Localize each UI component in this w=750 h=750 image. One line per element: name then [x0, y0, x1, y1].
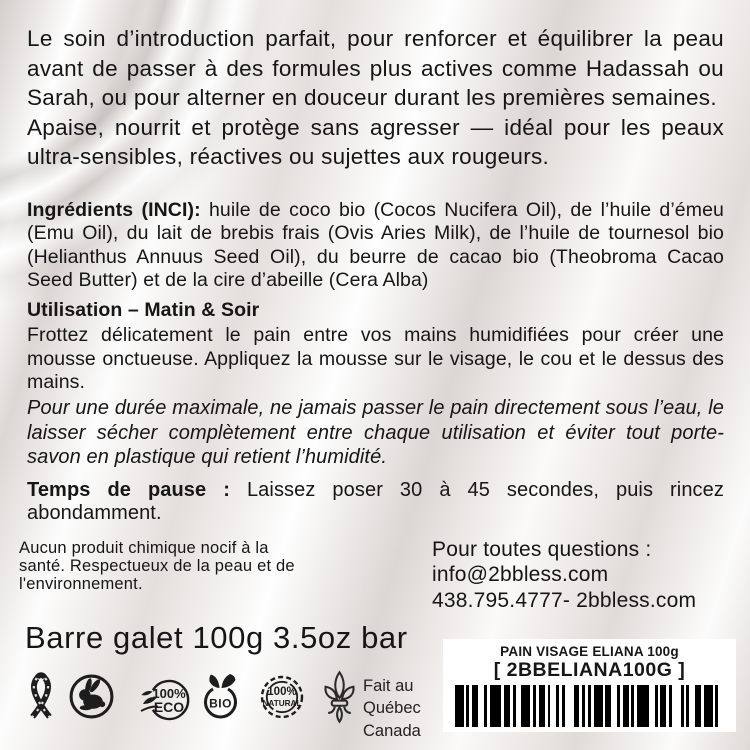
eco-100-badge-icon [138, 673, 194, 730]
svg-text:BIO: BIO [209, 696, 232, 711]
care-note-text: Pour une durée maximale, ne jamais passer le pain directement sous l’eau, le laisser sécher complètement entre chaque utilisation et éviter tout porte-savon en plastique qui retient l’humidité. [27, 397, 724, 469]
size-line: Barre galet 100g 3.5oz bar [25, 620, 408, 655]
bio-badge-icon [202, 672, 239, 725]
ingredients-paragraph [27, 199, 724, 293]
ingredients-body: huile de coco bio (Cocos Nucifera Oil), de l’huile d’émeu (Emu Oil), du lait de brebis frais (Ovis Aries Milk), de l’huile de tournesol bio (Helianthus Annuus Seed Oil), du beurre de cacao bio (Theobroma Cacao Seed Butter) et de la cire d’abeille (Cera Alba) [27, 199, 724, 292]
svg-text:100%: 100% [267, 686, 297, 698]
made-in-line: Fait au [363, 677, 414, 695]
barcode-sku-code: [ 2BBELIANA100G ] [493, 659, 686, 681]
made-in-line: Québec [363, 699, 421, 718]
made-in-line: Canada [363, 721, 421, 740]
barcode-image [443, 685, 736, 727]
ingredients-heading: Ingrédients (INCI): [27, 199, 201, 221]
contact-block [432, 537, 696, 613]
eco-claim-line: Aucun produit chimique nocif à la [19, 539, 269, 557]
pause-section [27, 479, 724, 525]
contact-phone-website: 438.795.4777- 2bbless.com [432, 588, 697, 612]
svg-text:100%: 100% [152, 686, 186, 701]
eco-claim-line: santé. Respectueux de la peau et de [19, 556, 295, 575]
barcode-product-name: PAIN VISAGE ELIANA 100g [500, 644, 679, 659]
barcode-panel [443, 639, 736, 732]
pause-paragraph [27, 479, 724, 525]
pause-heading: Temps de pause : [27, 479, 230, 501]
svg-text:NATURAL: NATURAL [262, 699, 302, 708]
natural-100-badge-icon [256, 672, 309, 728]
intro-text [27, 24, 724, 172]
contact-intro: Pour toutes questions : [432, 538, 652, 561]
intro-paragraph-2: Apaise, nourrit et protège sans agresser — idéal pour les peaux ultra-sensibles, réactives ou sujettes aux rougeurs. [27, 114, 724, 170]
care-note [27, 396, 724, 470]
pause-body: Laissez poser 30 à 45 secondes, puis rincez abondamment. [27, 479, 724, 524]
fleur-de-lis-icon [322, 670, 357, 729]
awareness-ribbon-icon [25, 671, 57, 730]
eco-claim [19, 540, 353, 594]
usage-section [27, 299, 724, 395]
made-in-quebec-text [363, 675, 421, 742]
ingredients-section [27, 199, 724, 293]
contact-email: info@2bbless.com [432, 563, 609, 587]
eco-claim-line: l'environnement. [19, 574, 143, 593]
intro-paragraph-1: Le soin d’introduction parfait, pour renforcer et équilibrer la peau avant de passer à des formules plus actives comme Hadassah ou Sarah, ou pour alterner en douceur durant les premières semaines. [27, 26, 724, 111]
usage-heading: Utilisation – Matin & Soir [27, 299, 260, 321]
cruelty-free-rabbit-icon [68, 673, 115, 725]
usage-body: Frottez délicatement le pain entre vos mains humidifiées pour créer une mousse onctueuse. Appliquez la mousse sur le visage, le cou et le dessus des mains. [27, 324, 724, 394]
svg-text:ECO: ECO [153, 699, 185, 715]
